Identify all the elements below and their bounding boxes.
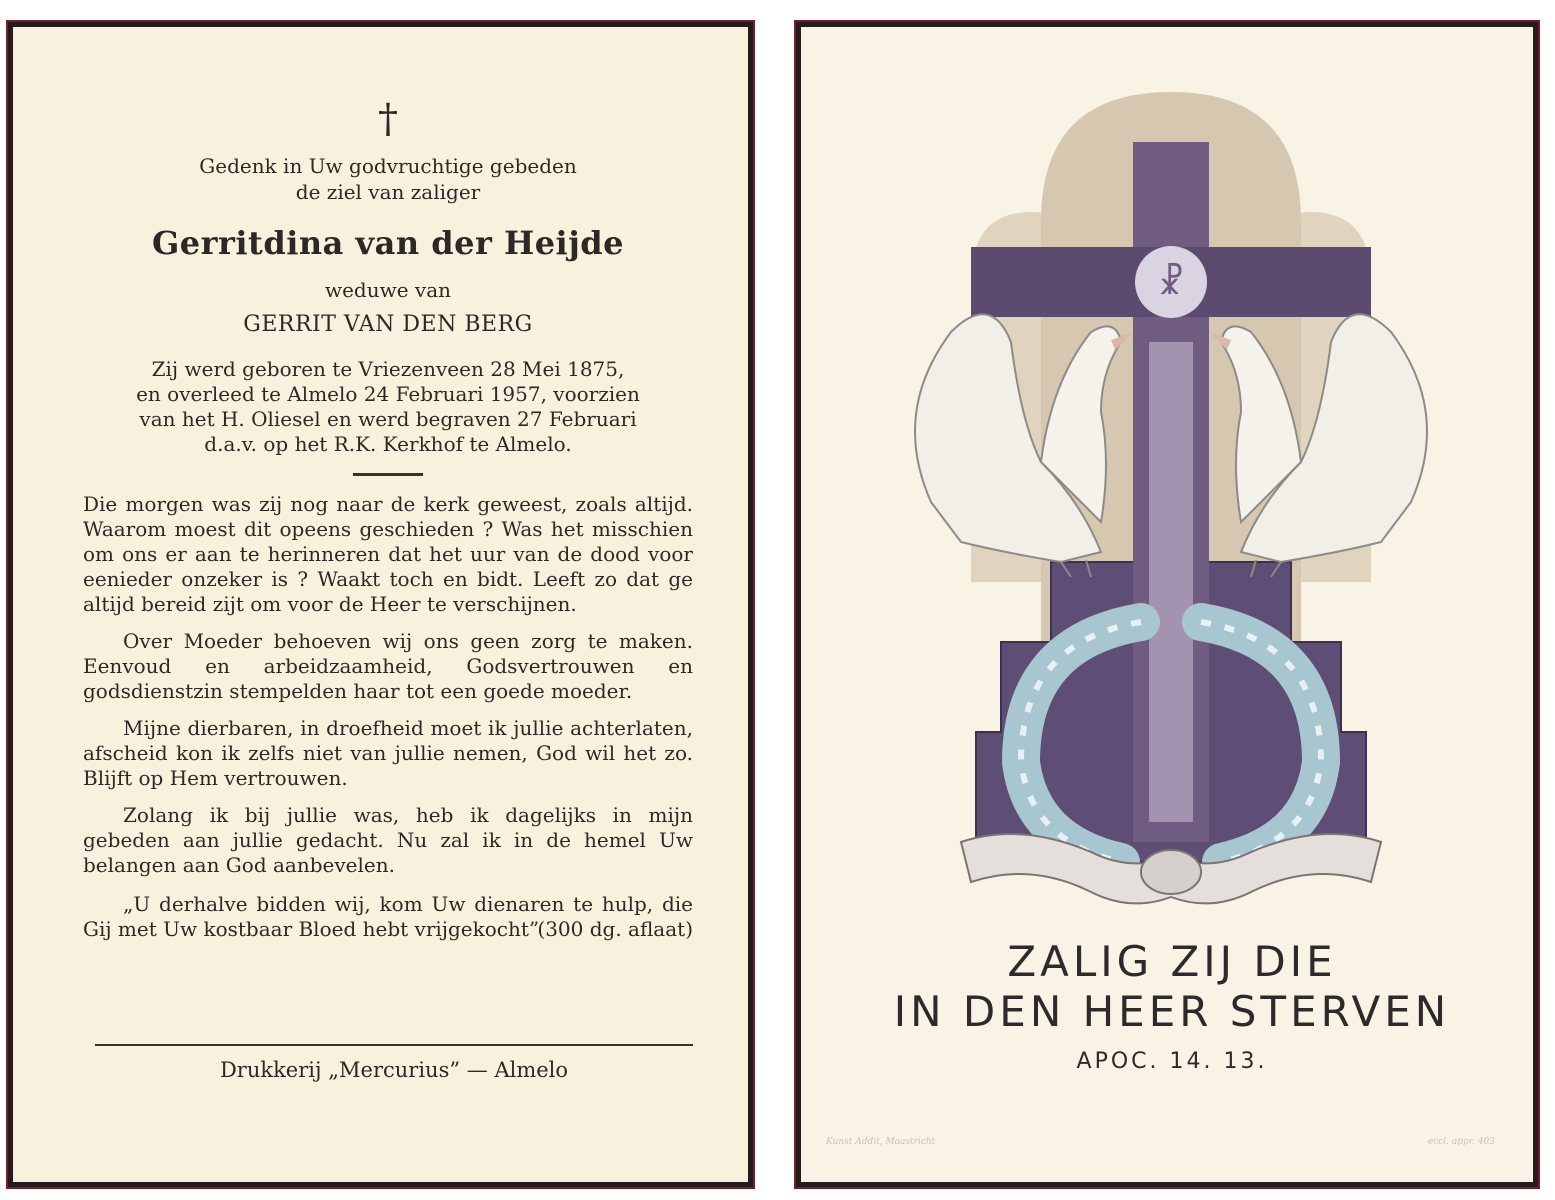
widow-of-label: weduwe van — [324, 278, 452, 302]
paragraph-3: Mijne dierbaren, in droefheid moet ik jullie achterlaten, afscheid kon ik zelfs niet van jullie nemen, God wil het zo. Blijft op Hem vertrouwen. — [83, 716, 693, 790]
intro — [83, 153, 693, 205]
scripture-reference: APOC. 14. 13. — [1076, 1049, 1268, 1074]
printer-credit: Drukkerij „Mercurius” — Almelo — [219, 1058, 569, 1082]
deceased-name: Gerritdina van der Heijde — [151, 224, 625, 262]
publisher-credit: Kunst Addit, Maastricht — [826, 1137, 936, 1147]
intro-line-2: de ziel van zaliger — [295, 180, 481, 204]
indulgence-note: (300 dg. aflaat) — [537, 917, 693, 941]
motto-line-1: ZALIG ZIJ DIE — [1007, 937, 1337, 986]
cross-icon: † — [378, 96, 398, 142]
text-column — [83, 87, 693, 942]
chi-rho-icon: ☧ — [1157, 263, 1185, 303]
bio-line: d.a.v. op het R.K. Kerkhof te Almelo. — [204, 432, 572, 456]
memorial-card-text-side — [8, 22, 753, 1187]
memorial-card-image-side — [796, 22, 1538, 1187]
approval-note: eccl. appr. 403 — [1427, 1137, 1495, 1147]
husband-name: GERRIT VAN DEN BERG — [243, 312, 533, 337]
intro-line-1: Gedenk in Uw godvruchtige gebeden — [199, 154, 577, 178]
prayer — [83, 892, 693, 942]
bio-line: Zij werd geboren te Vriezenveen 28 Mei 1875, — [151, 357, 625, 381]
prayer-text: „U derhalve bidden wij, kom Uw dienaren te hulp, die Gij met Uw kostbaar Bloed hebt vrijgekocht” — [83, 892, 693, 941]
paragraph-1: Die morgen was zij nog naar de kerk geweest, zoals altijd. Waarom moest dit opeens geschieden ? Was het misschien om ons er aan te herinneren dat het uur van de dood voor eenieder onzeker is ? Waakt toch en bidt. Leeft zo dat ge altijd bereid zijt om voor de Heer te verschijnen. — [83, 492, 693, 616]
paragraph-4: Zolang ik bij jullie was, heb ik dagelijks in mijn gebeden aan jullie gedacht. Nu zal ik in de hemel Uw belangen aan God aanbevelen. — [83, 803, 693, 877]
bio-line: en overleed te Almelo 24 Februari 1957, voorzien — [136, 382, 640, 406]
bio-line: van het H. Oliesel en werd begraven 27 Februari — [139, 407, 637, 431]
short-divider — [353, 473, 423, 476]
cross-doves-illustration — [871, 82, 1471, 942]
paragraph-2: Over Moeder behoeven wij ons geen zorg te maken. Eenvoud en arbeidzaamheid, Godsvertrouwen en godsdienstzin stempelden haar tot een goede moeder. — [83, 629, 693, 703]
biography — [83, 357, 693, 457]
footer-divider — [95, 1044, 693, 1046]
motto-line-2: IN DEN HEER STERVEN — [893, 987, 1451, 1036]
